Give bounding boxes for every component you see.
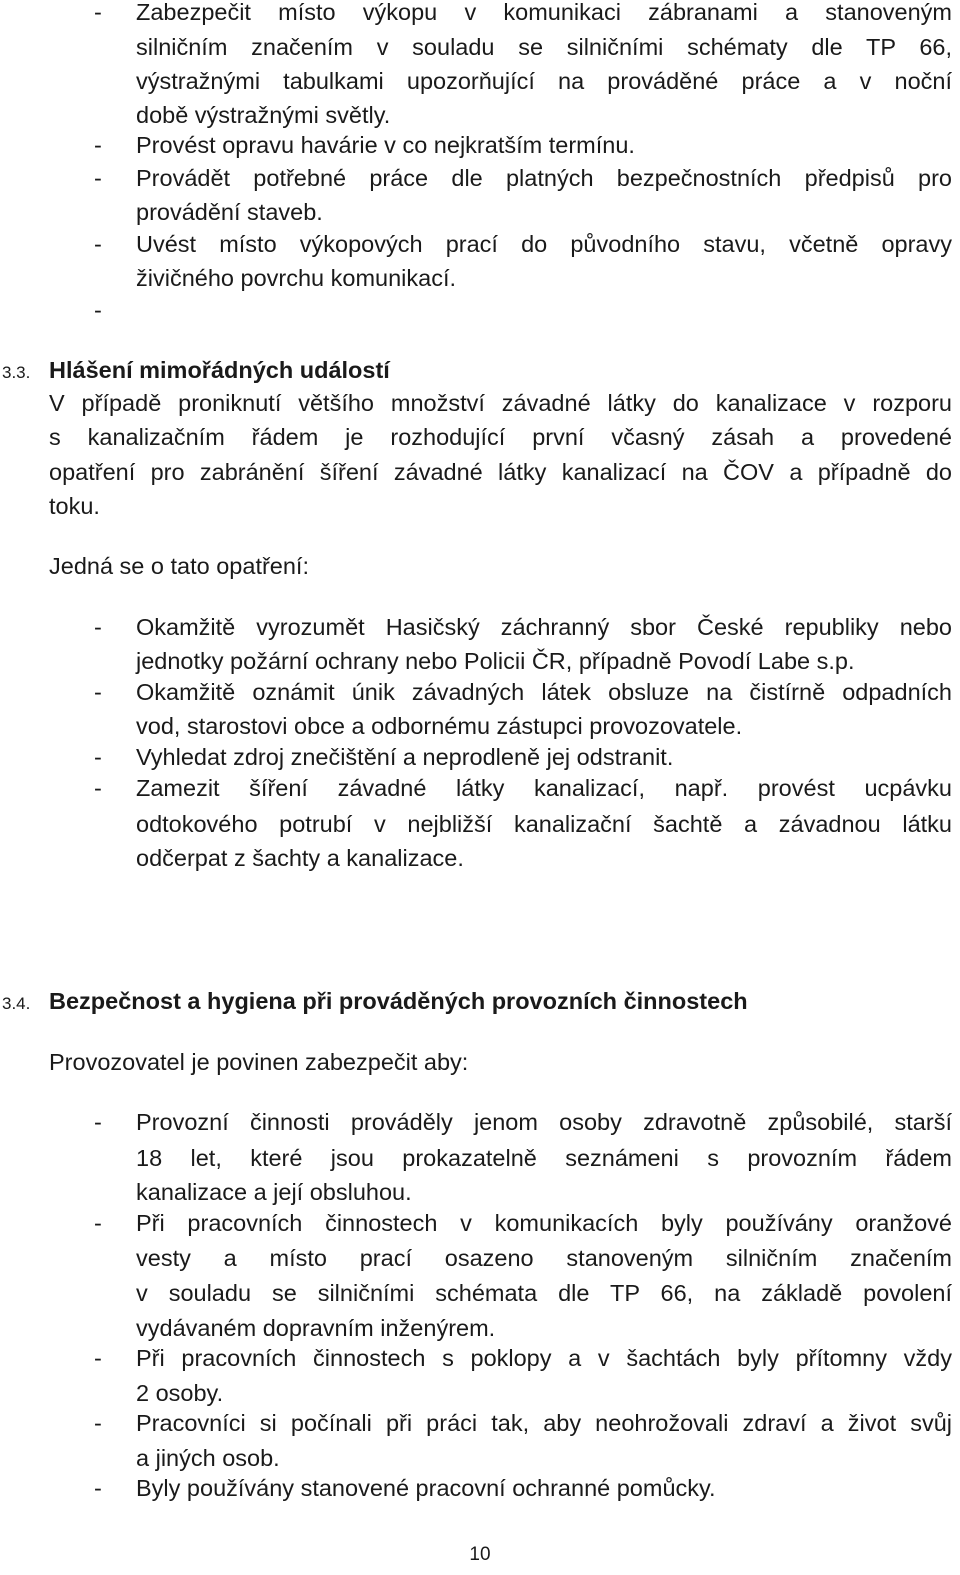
list-bullet: - — [94, 679, 102, 705]
list-item-line: Při pracovních činnostech v komunikacích byly používány oranžové — [136, 1210, 952, 1236]
list-item-line: Provozní činnosti prováděly jenom osoby zdravotně způsobilé, starší — [136, 1109, 952, 1135]
list-bullet: - — [94, 614, 102, 640]
list-bullet: - — [94, 132, 102, 158]
paragraph-intro: Jedná se o tato opatření: — [49, 553, 309, 579]
list-bullet: - — [94, 1345, 102, 1371]
list-item-line: Provádět potřebné práce dle platných bezpečnostních předpisů pro — [136, 165, 952, 191]
paragraph-line: V případě proniknutí většího množství závadné látky do kanalizace v rozporu — [49, 390, 952, 416]
list-item-line: odtokového potrubí v nejbližší kanalizační šachtě a závadnou látku — [136, 811, 952, 837]
list-bullet: - — [94, 1475, 102, 1501]
list-bullet: - — [94, 775, 102, 801]
list-item-line: Okamžitě oznámit únik závadných látek obsluze na čistírně odpadních — [136, 679, 952, 705]
list-item-line: 2 osoby. — [136, 1380, 224, 1406]
list-item-line: výstražnými tabulkami upozorňující na prováděné práce a v noční — [136, 68, 952, 94]
list-bullet: - — [94, 1210, 102, 1236]
list-bullet: - — [94, 1109, 102, 1135]
list-item-line: silničním značením v souladu se silničními schématy dle TP 66, — [136, 34, 952, 60]
list-item-line: Zabezpečit místo výkopu v komunikaci zábranami a stanoveným — [136, 0, 952, 25]
list-bullet-empty: - — [94, 297, 102, 323]
list-bullet: - — [94, 744, 102, 770]
list-item-line: provádění staveb. — [136, 199, 323, 225]
paragraph-line: toku. — [49, 493, 100, 519]
list-item-line: Při pracovních činnostech s poklopy a v šachtách byly přítomny vždy — [136, 1345, 952, 1371]
section-number: 3.3. — [2, 363, 31, 382]
list-item-line: odčerpat z šachty a kanalizace. — [136, 845, 464, 871]
list-item-line: době výstražnými světly. — [136, 102, 391, 128]
section-heading: Bezpečnost a hygiena při prováděných provozních činnostech — [49, 988, 748, 1014]
paragraph-line: opatření pro zabránění šíření závadné látky kanalizací na ČOV a případně do — [49, 459, 952, 485]
list-item-line: vesty a místo prací osazeno stanoveným silničním značením — [136, 1245, 952, 1271]
paragraph-line: s kanalizačním řádem je rozhodující první včasný zásah a provedené — [49, 424, 952, 450]
list-bullet: - — [94, 1410, 102, 1436]
list-item-line: Vyhledat zdroj znečištění a neprodleně jej odstranit. — [136, 744, 674, 770]
list-item-line: Pracovníci si počínali při práci tak, aby neohrožovali zdraví a život svůj — [136, 1410, 952, 1436]
list-bullet: - — [94, 165, 102, 191]
section-heading: Hlášení mimořádných událostí — [49, 357, 390, 383]
list-item-line: 18 let, které jsou prokazatelně seznámeni s provozním řádem — [136, 1145, 952, 1171]
list-item-line: Provést opravu havárie v co nejkratším termínu. — [136, 132, 635, 158]
page-number: 10 — [469, 1544, 491, 1565]
list-bullet: - — [94, 231, 102, 257]
list-item-line: živičného povrchu komunikací. — [136, 265, 457, 291]
list-item-line: vydávaném dopravním inženýrem. — [136, 1315, 496, 1341]
paragraph-intro: Provozovatel je povinen zabezpečit aby: — [49, 1049, 469, 1075]
list-item-line: v souladu se silničními schémata dle TP 66, na základě povolení — [136, 1280, 952, 1306]
list-item-line: Okamžitě vyrozumět Hasičský záchranný sbor České republiky nebo — [136, 614, 952, 640]
list-item-line: a jiných osob. — [136, 1445, 280, 1471]
list-item-line: jednotky požární ochrany nebo Policii ČR, případně Povodí Labe s.p. — [136, 648, 855, 674]
list-bullet: - — [94, 0, 102, 25]
list-item-line: vod, starostovi obce a odbornému zástupci provozovatele. — [136, 713, 743, 739]
list-item-line: kanalizace a její obsluhou. — [136, 1179, 412, 1205]
list-item-line: Byly používány stanovené pracovní ochranné pomůcky. — [136, 1475, 716, 1501]
section-number: 3.4. — [2, 994, 31, 1013]
list-item-line: Uvést místo výkopových prací do původního stavu, včetně opravy — [136, 231, 952, 257]
list-item-line: Zamezit šíření závadné látky kanalizací, např. provést ucpávku — [136, 775, 952, 801]
